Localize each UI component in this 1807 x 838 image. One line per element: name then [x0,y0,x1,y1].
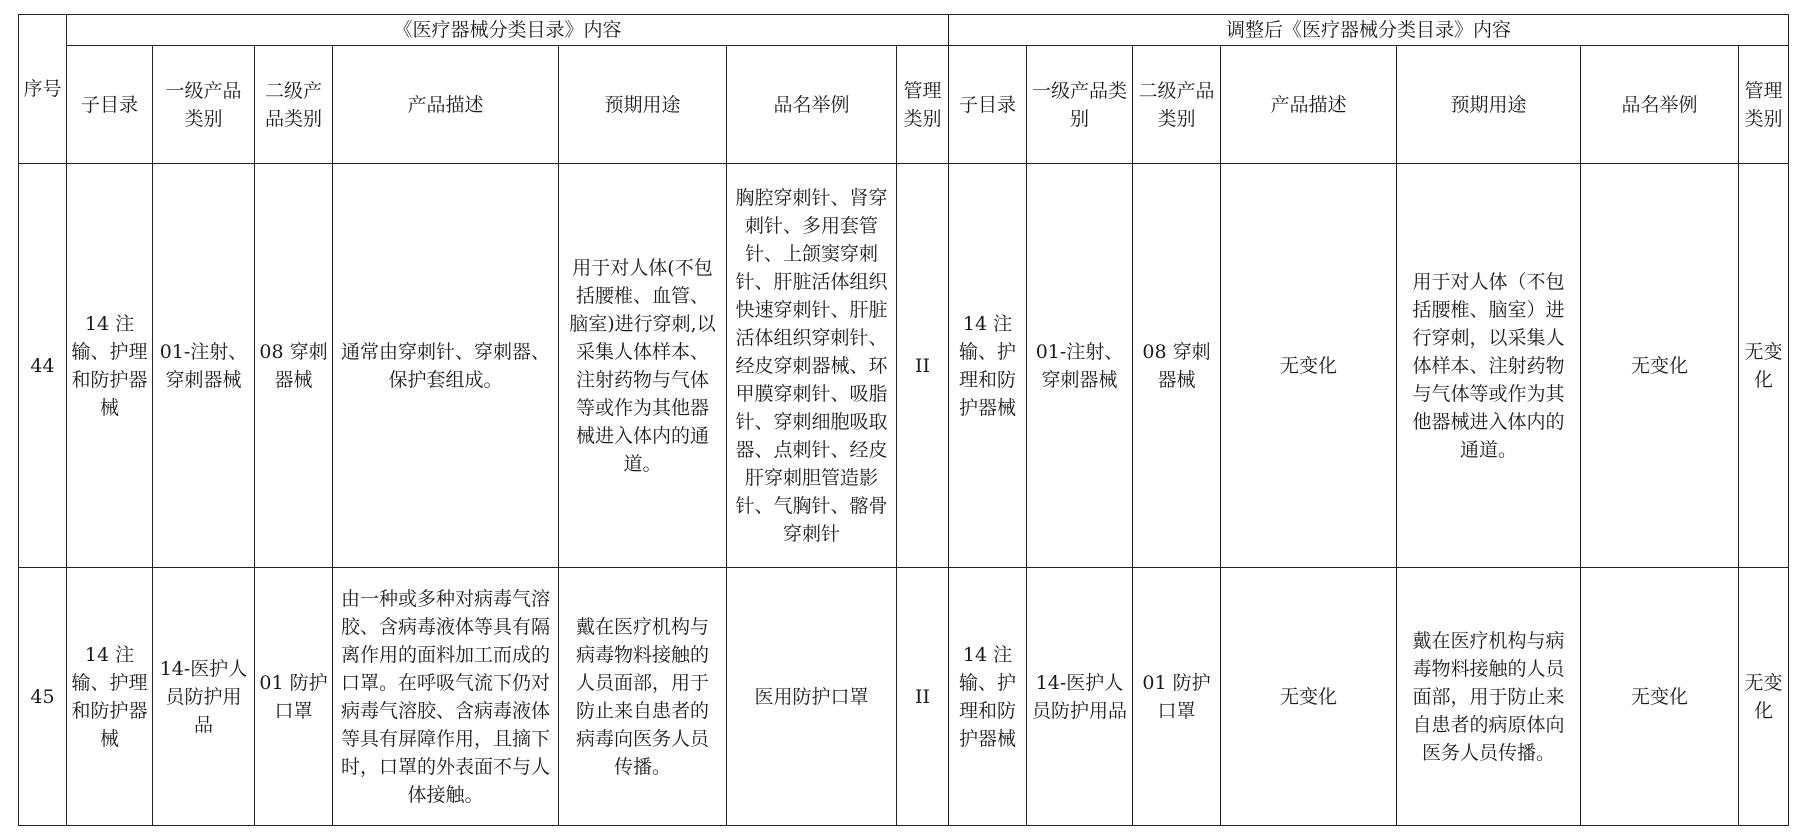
row-seq: 44 [19,164,67,568]
cell-original-sub-catalog: 14 注输、护理和防护器械 [67,164,153,568]
header-original-level2: 二级产品类别 [255,46,333,164]
header-adjusted-mgmt-class: 管理类别 [1739,46,1789,164]
cell-adjusted-level2: 01 防护口罩 [1133,568,1221,826]
header-original-description: 产品描述 [333,46,559,164]
cell-adjusted-level1: 01-注射、穿刺器械 [1027,164,1133,568]
cell-adjusted-sub-catalog: 14 注输、护理和防护器械 [949,568,1027,826]
header-adjusted-description: 产品描述 [1221,46,1397,164]
cell-original-level1: 01-注射、穿刺器械 [153,164,255,568]
header-seq: 序号 [19,15,67,164]
cell-adjusted-level1: 14-医护人员防护用品 [1027,568,1133,826]
cell-original-examples: 医用防护口罩 [727,568,897,826]
cell-original-level1: 14-医护人员防护用品 [153,568,255,826]
cell-adjusted-intended-use: 戴在医疗机构与病毒物料接触的人员面部，用于防止来自患者的病原体向医务人员传播。 [1397,568,1581,826]
header-group-adjusted: 调整后《医疗器械分类目录》内容 [949,15,1789,46]
cell-adjusted-sub-catalog: 14 注输、护理和防护器械 [949,164,1027,568]
cell-original-examples: 胸腔穿刺针、肾穿刺针、多用套管针、上颌窦穿刺针、肝脏活体组织快速穿刺针、肝脏活体组织穿刺针、经皮穿刺器械、环甲膜穿刺针、吸脂针、穿刺细胞吸取器、点刺针、经皮肝穿刺胆管造影针、气胸针、髂骨穿刺针 [727,164,897,568]
header-adjusted-level2: 二级产品类别 [1133,46,1221,164]
header-group-original: 《医疗器械分类目录》内容 [67,15,949,46]
header-row-groups [19,15,1789,46]
header-adjusted-sub-catalog: 子目录 [949,46,1027,164]
table-row [19,164,1789,568]
header-original-level1: 一级产品类别 [153,46,255,164]
header-original-examples: 品名举例 [727,46,897,164]
cell-adjusted-examples: 无变化 [1581,568,1739,826]
catalog-comparison-table [18,14,1789,826]
cell-original-intended-use: 用于对人体(不包括腰椎、血管、脑室)进行穿刺,以采集人体样本、注射药物与气体等或作为其他器械进入体内的通道。 [559,164,727,568]
table-row [19,568,1789,826]
header-adjusted-examples: 品名举例 [1581,46,1739,164]
row-seq: 45 [19,568,67,826]
header-original-mgmt-class: 管理类别 [897,46,949,164]
cell-adjusted-description: 无变化 [1221,164,1397,568]
header-original-sub-catalog: 子目录 [67,46,153,164]
cell-original-description: 由一种或多种对病毒气溶胶、含病毒液体等具有隔离作用的面料加工而成的口罩。在呼吸气流下仍对病毒气溶胶、含病毒液体等具有屏障作用，且摘下时，口罩的外表面不与人体接触。 [333,568,559,826]
cell-adjusted-level2: 08 穿刺器械 [1133,164,1221,568]
header-original-intended-use: 预期用途 [559,46,727,164]
cell-adjusted-description: 无变化 [1221,568,1397,826]
cell-original-description: 通常由穿刺针、穿刺器、保护套组成。 [333,164,559,568]
cell-original-mgmt-class: II [897,568,949,826]
cell-original-level2: 08 穿刺器械 [255,164,333,568]
cell-adjusted-mgmt-class: 无变化 [1739,568,1789,826]
cell-original-mgmt-class: II [897,164,949,568]
header-row-columns [19,46,1789,164]
cell-original-sub-catalog: 14 注输、护理和防护器械 [67,568,153,826]
cell-original-intended-use: 戴在医疗机构与病毒物料接触的人员面部，用于防止来自患者的病毒向医务人员传播。 [559,568,727,826]
cell-adjusted-intended-use: 用于对人体（不包括腰椎、脑室）进行穿刺，以采集人体样本、注射药物与气体等或作为其他器械进入体内的通道。 [1397,164,1581,568]
header-adjusted-level1: 一级产品类别 [1027,46,1133,164]
cell-adjusted-examples: 无变化 [1581,164,1739,568]
header-adjusted-intended-use: 预期用途 [1397,46,1581,164]
cell-original-level2: 01 防护口罩 [255,568,333,826]
cell-adjusted-mgmt-class: 无变化 [1739,164,1789,568]
